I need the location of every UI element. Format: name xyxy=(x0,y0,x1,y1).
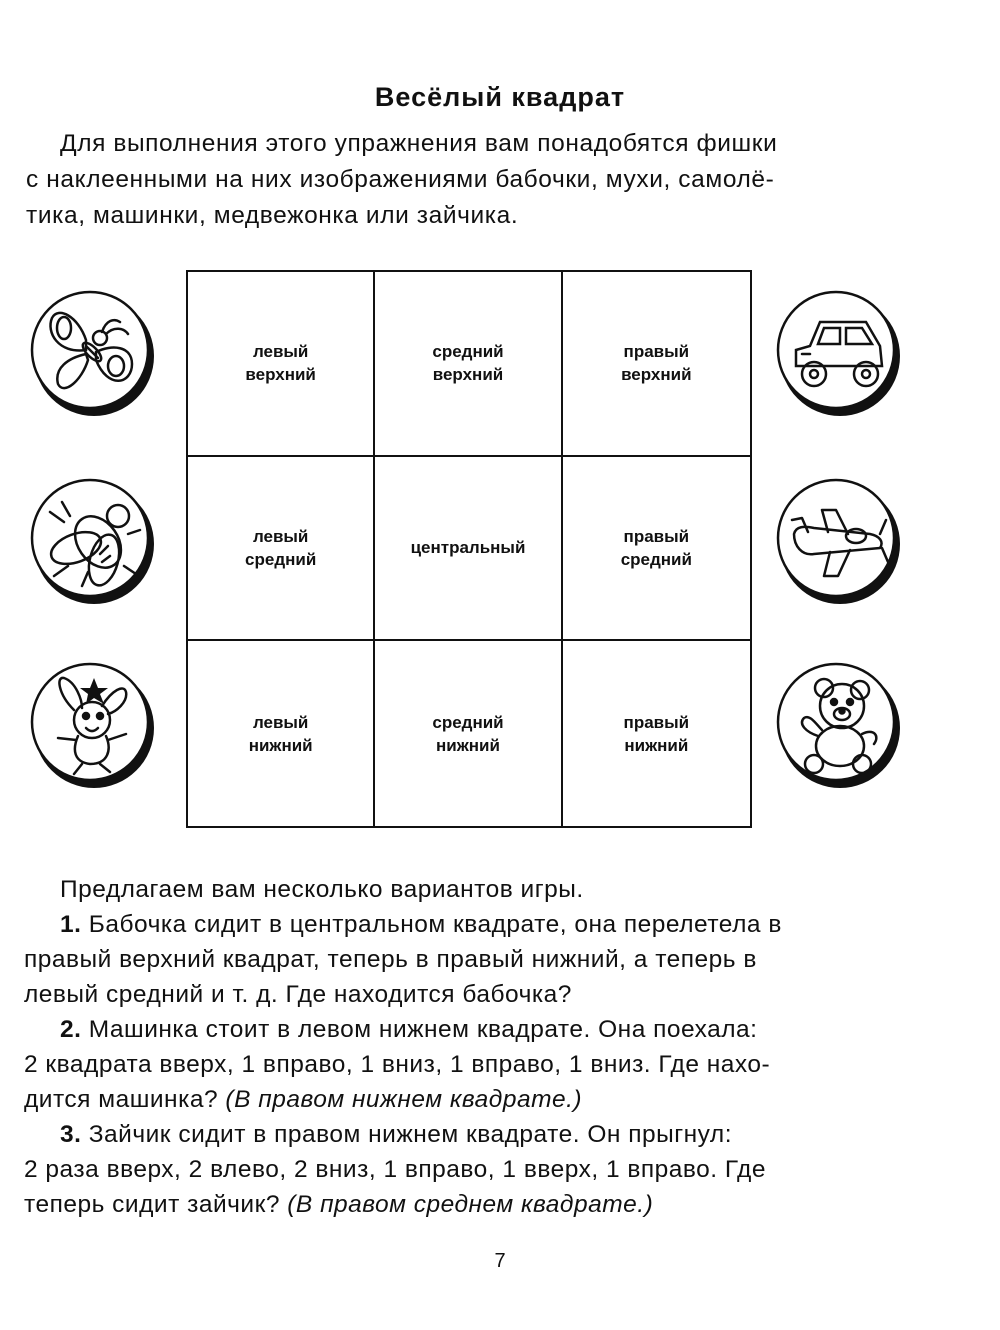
cell-top-left xyxy=(188,272,375,457)
intro-line: Для выполнения этого упражнения вам понадобятся фишки xyxy=(60,130,778,157)
bunny-icon xyxy=(28,660,156,788)
cell-label: средний xyxy=(620,549,692,569)
cell-label: левый xyxy=(252,526,309,546)
cell-label: левый xyxy=(252,712,309,732)
cell-label: нижний xyxy=(248,735,313,755)
game-item-2 xyxy=(24,1012,984,1117)
game-text: Машинка стоит в левом нижнем квадрате. Она поехала: xyxy=(81,1016,758,1043)
intro-paragraph xyxy=(26,126,926,234)
cell-label: верхний xyxy=(432,365,504,385)
game-item-1 xyxy=(24,907,984,1012)
game-line xyxy=(24,1012,984,1047)
cell-center xyxy=(375,457,562,642)
cell-label: центральный xyxy=(410,538,526,558)
cell-label: средний xyxy=(432,342,504,362)
page-number: 7 xyxy=(494,1250,506,1272)
game-item-3 xyxy=(24,1117,984,1222)
game-number: 3. xyxy=(60,1121,82,1148)
cell-top-middle xyxy=(375,272,562,457)
cell-label: правый xyxy=(623,712,690,732)
cell-bottom-left xyxy=(188,641,375,826)
airplane-chip xyxy=(774,476,902,604)
game-text: Бабочка сидит в центральном квадрате, она перелетела в xyxy=(81,911,782,938)
cell-label: нижний xyxy=(436,735,500,755)
game-line xyxy=(24,1187,984,1222)
intro-line: с наклеенными на них изображениями бабочки, мухи, самолё- xyxy=(26,166,775,193)
cell-label: верхний xyxy=(245,365,316,385)
butterfly-chip xyxy=(28,288,156,416)
cell-label: верхний xyxy=(621,365,692,385)
nine-square-grid xyxy=(186,270,752,828)
fly-icon xyxy=(28,476,156,604)
teddy-bear-icon xyxy=(774,660,902,788)
cell-label: левый xyxy=(252,342,309,362)
game-line xyxy=(24,1117,984,1152)
cell-label: правый xyxy=(623,342,690,362)
game-line: 2 квадрата вверх, 1 вправо, 1 вниз, 1 вправо, 1 вниз. Где нахо- xyxy=(24,1051,771,1078)
intro-line: тика, машинки, медвежонка или зайчика. xyxy=(26,202,519,229)
cell-middle-left xyxy=(188,457,375,642)
cell-label: нижний xyxy=(624,735,689,755)
game-text: теперь сидит зайчик? xyxy=(24,1191,288,1218)
cell-bottom-right xyxy=(563,641,750,826)
game-text: дится машинка? xyxy=(24,1086,226,1113)
cell-label: правый xyxy=(623,526,690,546)
game-answer: (В правом нижнем квадрате.) xyxy=(225,1086,583,1113)
game-number: 1. xyxy=(60,911,82,938)
games-intro-text: Предлагаем вам несколько вариантов игры. xyxy=(60,876,584,903)
page-title: Весёлый квадрат xyxy=(374,82,626,112)
car-icon xyxy=(774,288,902,416)
cell-middle-right xyxy=(563,457,750,642)
game-line: правый верхний квадрат, теперь в правый нижний, а теперь в xyxy=(24,946,757,973)
game-line xyxy=(24,907,984,942)
game-answer: (В правом среднем квадрате.) xyxy=(287,1191,654,1218)
game-variants xyxy=(24,872,984,1222)
cell-label: средний xyxy=(432,712,504,732)
fly-chip xyxy=(28,476,156,604)
cell-label: средний xyxy=(245,549,317,569)
butterfly-icon xyxy=(28,288,156,416)
cell-top-right xyxy=(563,272,750,457)
game-text: Зайчик сидит в правом нижнем квадрате. Он прыгнул: xyxy=(81,1121,732,1148)
teddy-bear-chip xyxy=(774,660,902,788)
games-intro xyxy=(24,872,984,907)
bunny-chip xyxy=(28,660,156,788)
game-number: 2. xyxy=(60,1016,82,1043)
cell-bottom-middle xyxy=(375,641,562,826)
car-chip xyxy=(774,288,902,416)
airplane-icon xyxy=(774,476,902,604)
game-line: левый средний и т. д. Где находится бабочка? xyxy=(24,981,572,1008)
game-line xyxy=(24,1082,984,1117)
game-line: 2 раза вверх, 2 влево, 2 вниз, 1 вправо, 1 вверх, 1 вправо. Где xyxy=(24,1156,766,1183)
